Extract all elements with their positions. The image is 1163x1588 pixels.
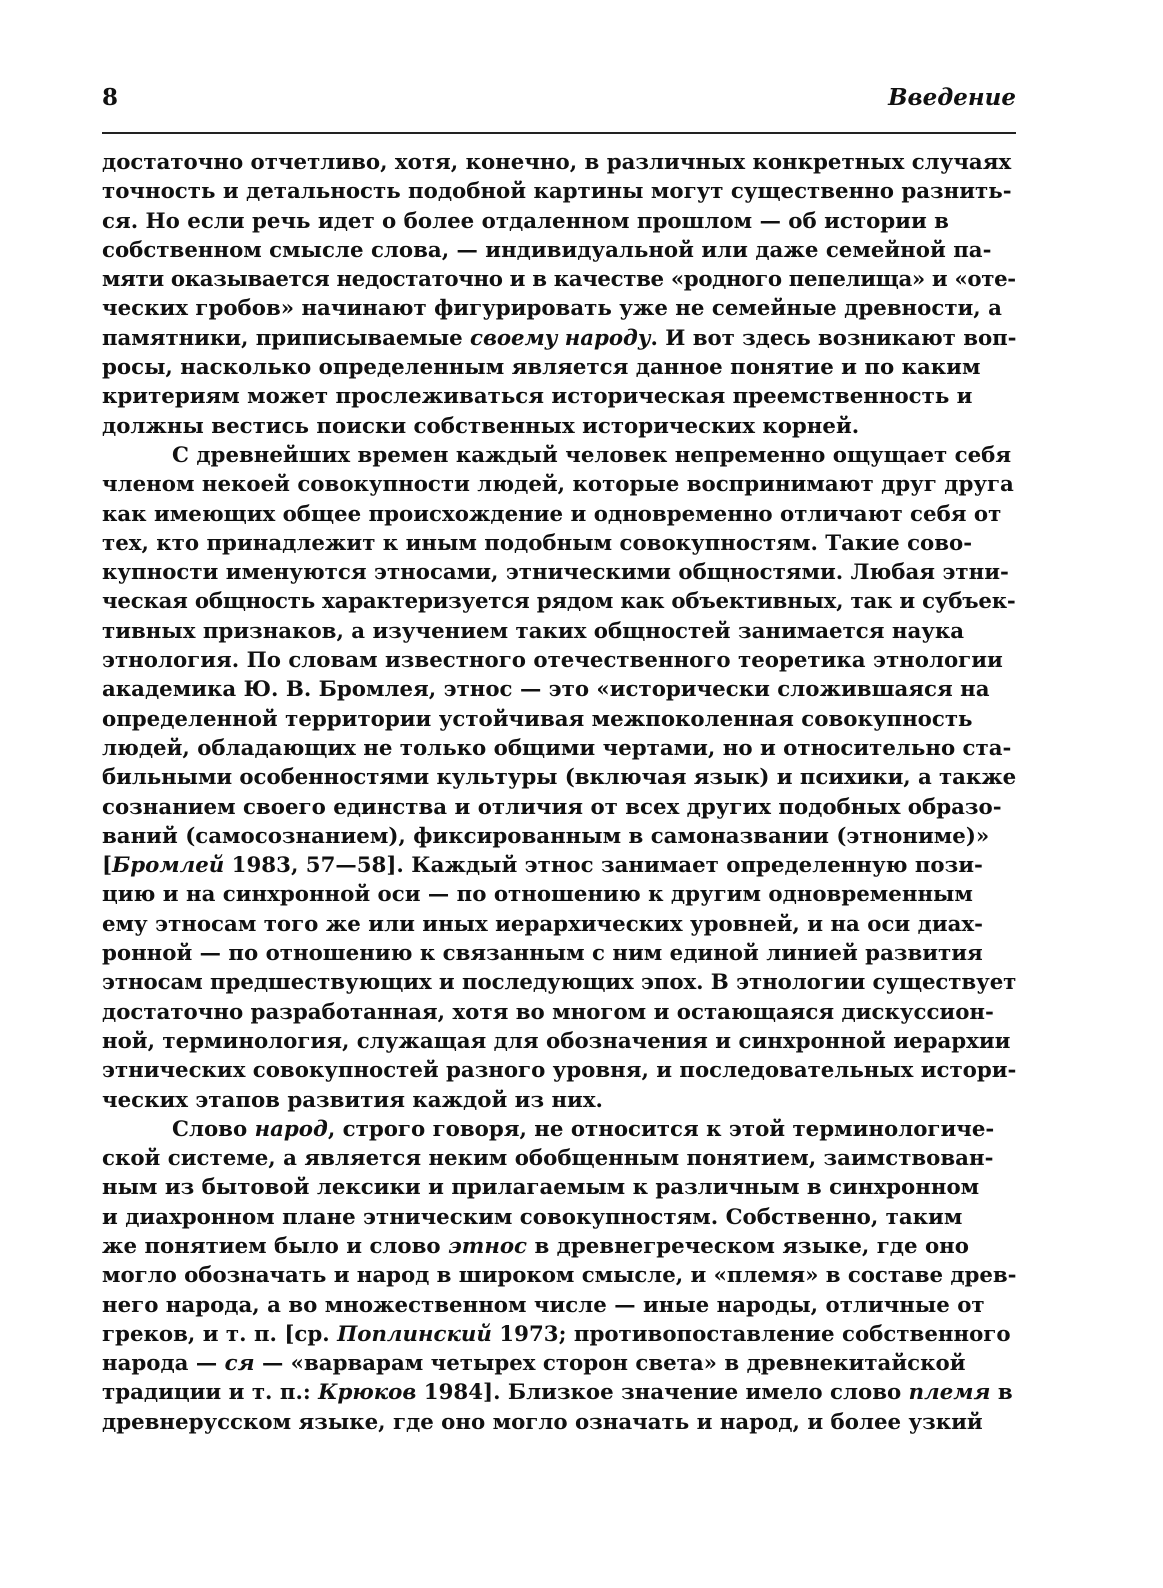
text-line: же понятием было и слово этнос в древнегреческом языке, где оно [102,1233,969,1259]
header-rule [102,132,1016,134]
text-line: народа — ся — «варварам четырех сторон света» в древнекитайской [102,1351,966,1377]
text-line: тивных признаков, а изучением таких общностей занимается наука [102,618,965,644]
text-line: людей, обладающих не только общими чертами, но и относительно ста- [102,735,1012,761]
text-line: и диахронном плане этническим совокупностям. Собственно, таким [102,1204,963,1230]
text-line: ему этносам того же или иных иерархических уровней, и на оси диах- [102,911,983,937]
text-line: достаточно отчетливо, хотя, конечно, в различных конкретных случаях [102,150,1012,175]
text-line: [Бромлей 1983, 57—58]. Каждый этнос занимает определенную пози- [102,853,983,879]
body-text [102,148,1016,1437]
text-line: росы, насколько определенным является данное понятие и по каким [102,355,981,381]
text-line: памятники, приписываемые своему народу. И вот здесь возникают воп- [102,325,1017,351]
text-line: могло обозначать и народ в широком смысле, и «племя» в составе древ- [102,1263,1017,1289]
italic-term: народ [254,1116,328,1142]
text-line: мяти оказывается недостаточно и в качестве «родного пепелища» и «оте- [102,267,1016,293]
text-line: критериям может прослеживаться историческая преемственность и [102,384,973,410]
italic-term: своему народу [470,325,651,351]
text-line: членом некоей совокупности людей, которые воспринимают друг друга [102,472,1014,498]
text-line: цию и на синхронной оси — по отношению к другим одновременным [102,882,973,908]
text-line: традиции и т. п.: Крюков 1984]. Близкое значение имело слово племя в [102,1380,1013,1406]
italic-term: Крюков [318,1380,417,1406]
text-line: С древнейших времен каждый человек непременно ощущает себя [172,442,1012,468]
text-line: тех, кто принадлежит к иным подобным совокупностям. Такие сово- [102,530,973,556]
text-line: собственном смысле слова, — индивидуальной или даже семейной па- [102,237,992,263]
text-line: ской системе, а является неким обобщенным понятием, заимствован- [102,1146,994,1172]
page-number: 8 [102,84,119,111]
text-line: него народа, а во множественном числе — иные народы, отличные от [102,1292,985,1318]
italic-term: этнос [448,1233,528,1259]
text-line: древнерусском языке, где оно могло означать и народ, и более узкий [102,1409,983,1435]
text-line: ческих этапов развития каждой из них. [102,1087,603,1113]
italic-term: ся [224,1351,255,1377]
text-line: ческих гробов» начинают фигурировать уже не семейные древности, а [102,296,1002,322]
text-line: как имеющих общее происхождение и одновременно отличают себя от [102,501,1002,527]
text-line: ной, терминология, служащая для обозначения и синхронной иерархии [102,1028,1011,1054]
text-line: должны вестись поиски собственных исторических корней. [102,413,860,439]
text-line: Слово народ, строго говоря, не относится к этой терминологиче- [172,1116,995,1142]
text-line: точность и детальность подобной картины могут существенно разнить- [102,179,1012,205]
italic-term: Поплинский [337,1321,492,1347]
section-title: Введение [888,84,1016,111]
text-line: этнических совокупностей разного уровня, и последовательных истори- [102,1058,1017,1084]
italic-term: Бромлей [112,853,225,879]
text-line: купности именуются этносами, этническими общностями. Любая этни- [102,560,1009,586]
text-line: этнология. По словам известного отечественного теоретика этнологии [102,648,1003,674]
text-line: этносам предшествующих и последующих эпох. В этнологии существует [102,970,1017,996]
text-line: ронной — по отношению к связанным с ним единой линией развития [102,941,983,967]
text-line: ческая общность характеризуется рядом как объективных, так и субъек- [102,589,1016,615]
text-line: бильными особенностями культуры (включая язык) и психики, а также [102,765,1017,791]
text-line: академика Ю. В. Бромлея, этнос — это «исторически сложившаяся на [102,677,990,703]
text-line: определенной территории устойчивая межпоколенная совокупность [102,706,973,732]
text-line: ся. Но если речь идет о более отдаленном прошлом — об истории в [102,208,949,234]
text-line: ваний (самосознанием), фиксированным в самоназвании (этнониме)» [102,823,990,849]
text-line: достаточно разработанная, хотя во многом и остающаяся дискуссион- [102,999,994,1025]
running-head [102,84,1016,126]
italic-term: племя [908,1380,991,1406]
text-line: ным из бытовой лексики и прилагаемым к различным в синхронном [102,1175,980,1201]
text-line: сознанием своего единства и отличия от всех других подобных образо- [102,794,1002,820]
book-page [102,84,1016,1437]
text-line: греков, и т. п. [ср. Поплинский 1973; противопоставление собственного [102,1321,1011,1347]
